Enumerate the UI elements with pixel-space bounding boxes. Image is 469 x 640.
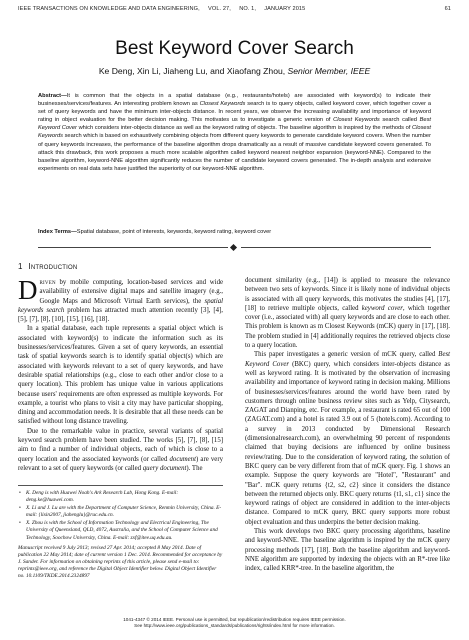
intro-paragraph-1: Driven by mobile computing, location-based services and wide availability of extensive digital maps and satellite imagery (e.g., Google Maps and Microsoft Virtual Earth services), the spatial keywords search problem has attracted much attention recently [3], [4], [5], [7], [8], [10], [15], [16], [18]. — [18, 275, 223, 324]
author-membership: Senior Member, IEEE — [287, 66, 371, 76]
page-number: 61 — [444, 6, 451, 12]
publication-info: Manuscript received 9 July 2013; revised 27 Apr. 2014; accepted 8 May 2014. Date of publication 22 May 2014; date of current version 1 Dec. 2014. Recommended for acceptance by J. Sander. For information on obtaining reprints of this article, please send e-mail to: reprints@ieee.org, and reference the Digital Object Identifier below. Digital Object Identifier no. 10.1109/TKDE.2014.2324897 — [18, 544, 223, 580]
copyright-footer — [0, 617, 469, 630]
journal-volume: VOL. 27, — [208, 6, 231, 12]
left-column — [18, 275, 223, 473]
separator-line-left — [38, 247, 228, 248]
footnote-item: • K. Deng is with Huawei Noah's Ark Research Lab, Hong Kong. E-mail: deng.ke@huawei.com. — [26, 490, 223, 504]
author-footnotes — [18, 485, 223, 580]
journal-number: NO. 1, — [239, 6, 256, 12]
section-number: 1 — [18, 262, 23, 271]
journal-info — [18, 6, 305, 12]
index-terms: Index Terms—Spatial database, point of interests, keywords, keyword rating, keyword cover — [38, 229, 272, 235]
intro-paragraph-4: document similarity (e.g., [14]) is applied to measure the relevance between two sets of keywords. Since it is likely none of individual objects is associated with all query keywords, this motivates the studies [4], [17], [18] to retrieve multiple objects, called keyword cover, which together cover (i.e., associated with) all query keywords and are close to each other. This problem is known as m Closest Keywords (mCK) query in [17], [18]. The problem studied in [4] additionally requires the retrieved objects close to a query location. — [245, 277, 451, 350]
intro-paragraph-2: In a spatial database, each tuple represents a spatial object which is associated with keyword(s) to indicate the information such as its businesses/services/features. Given a set of query keywords, an essential task of spatial keywords search is to identify spatial object(s) which are associated with keywords relevant to a set of query keywords, and have desirable spatial relationships (e.g., close to each other and/or close to a query location). This problem has unique value in various applications because users' requirements are often expressed as multiple keywords. For example, a tourist who plans to visit a city may have particular shopping, dining and accommodation needs. It is desirable that all these needs can be satisfied without long distance traveling. — [18, 325, 223, 426]
running-header — [18, 6, 451, 12]
intro-paragraph-5: This paper investigates a generic version of mCK query, called Best Keyword Cover (BKC) query, which considers inter-objects distance as well as keyword rating. It is motivated by the observation of increasing availability and importance of keyword rating in decision making. Millions of businesses/services/features around the world have been rated by customers through online business review sites such as Yelp, Citysearch, ZAGAT and Dianping, etc. For example, a restaurant is rated 65 out of 100 (ZAGAT.com) and a hotel is rated 3.9 out of 5 (hotels.com). According to a survey in 2013 conducted by Dimensional Research (dimensionalresearch.com), an overwhelming 90 percent of respondents claimed that buying decisions are influenced by online business review/rating. Due to the consideration of keyword rating, the solution of BKC query can be very different from that of mCK query. Fig. 1 shows an example. Suppose the query keywords are "Hotel", "Restaurant" and "Bar". mCK query returns {t2, s2, c2} since it considers the distance between the returned objects only. BKC query returns {t1, s1, c1} since the keyword ratings of object are considered in addition to the inter-objects distance. Compared to mCK query, BKC query supports more robust object evaluation and thus underpins the better decision making. — [245, 351, 450, 526]
journal-name: IEEE TRANSACTIONS ON KNOWLEDGE AND DATA ENGINEERING, — [18, 6, 200, 12]
author-names: Ke Deng, Xin Li, Jiaheng Lu, and Xiaofang Zhou, — [98, 66, 286, 76]
abstract-label: Abstract — [38, 93, 62, 99]
intro-paragraph-3: Due to the remarkable value in practice, several variants of spatial keyword search problem have been studied. The works [5], [7], [8], [15] aim to find a number of individual objects, each of which is close to a query location and the associated keywords (or called document) are very relevant to a set of query keywords (or called query document). The — [18, 427, 223, 472]
drop-cap: D — [18, 275, 38, 305]
paper-title: Best Keyword Cover Search — [115, 38, 354, 59]
footnote-item: • X. Zhou is with the School of Information Technology and Electrical Engineering, The University of Queensland, QLD, 4072, Australia, and the School of Computer Science and Technology, Soochow University, China. E-mail: zxf@itee.uq.edu.au. — [26, 520, 223, 541]
diamond-icon — [230, 243, 237, 250]
index-terms-text: Spatial database, point of interests, keywords, keyword rating, keyword cover — [76, 229, 272, 235]
section-title: Introduction — [28, 262, 78, 271]
journal-date: JANUARY 2015 — [264, 6, 306, 12]
copyright-line: 1041-4347 © 2014 IEEE. Personal use is permitted, but republication/redistribution requires IEEE permission. — [123, 617, 346, 622]
intro-paragraph-6: This work develops two BKC query processing algorithms, baseline and keyword-NNE. The baseline algorithm is inspired by the mCK query processing methods [17], [18]. Both the baseline algorithm and keyword-NNE algorithm are supported by indexing the objects with an R*-tree like index, called KRR*-tree. In the baseline algorithm, the — [245, 528, 450, 573]
index-terms-label: Index Terms — [38, 229, 72, 235]
section-heading — [18, 262, 77, 271]
right-column — [245, 276, 450, 574]
rights-link: See http://www.ieee.org/publications_standards/publications/rights/index.html for more information. — [134, 623, 335, 629]
separator-line-right — [241, 247, 431, 248]
author-line — [0, 66, 469, 76]
section-separator — [38, 243, 431, 253]
footnote-item: • X. Li and J. Lu are with the Department of Computer Science, Renmin University, China. E-mail: {lixin2007, jiahenglu}@ruc.edu.cn. — [26, 505, 223, 519]
abstract: Abstract—It is common that the objects in a spatial database (e.g., restaurants/hotels) are associated with keyword(s) to indicate their businesses/services/features. An interesting problem known as Closest Keywords search is to query objects, called keyword cover, which together cover a set of query keywords and have the minimum inter-objects distance. In recent years, we observe the increasing availability and importance of keyword rating in object evaluation for the better decision making. This motivates us to investigate a generic version of Closest Keywords search called Best Keyword Cover which considers inter-objects distance as well as the keyword rating of objects. The baseline algorithm is inspired by the methods of Closest Keywords search which is based on exhaustively combining objects from different query keywords to generate candidate keyword covers. When the number of query keywords increases, the performance of the baseline algorithm drops dramatically as a result of massive candidate keyword covers generated. To attack this drawback, this work proposes a much more scalable algorithm called keyword nearest neighbor expansion (keyword-NNE). Compared to the baseline algorithm, keyword-NNE algorithm significantly reduces the number of candidate keyword covers generated. The in-depth analysis and extensive experiments on real data sets have justified the superiority of our keyword-NNE algorithm. — [38, 93, 432, 172]
